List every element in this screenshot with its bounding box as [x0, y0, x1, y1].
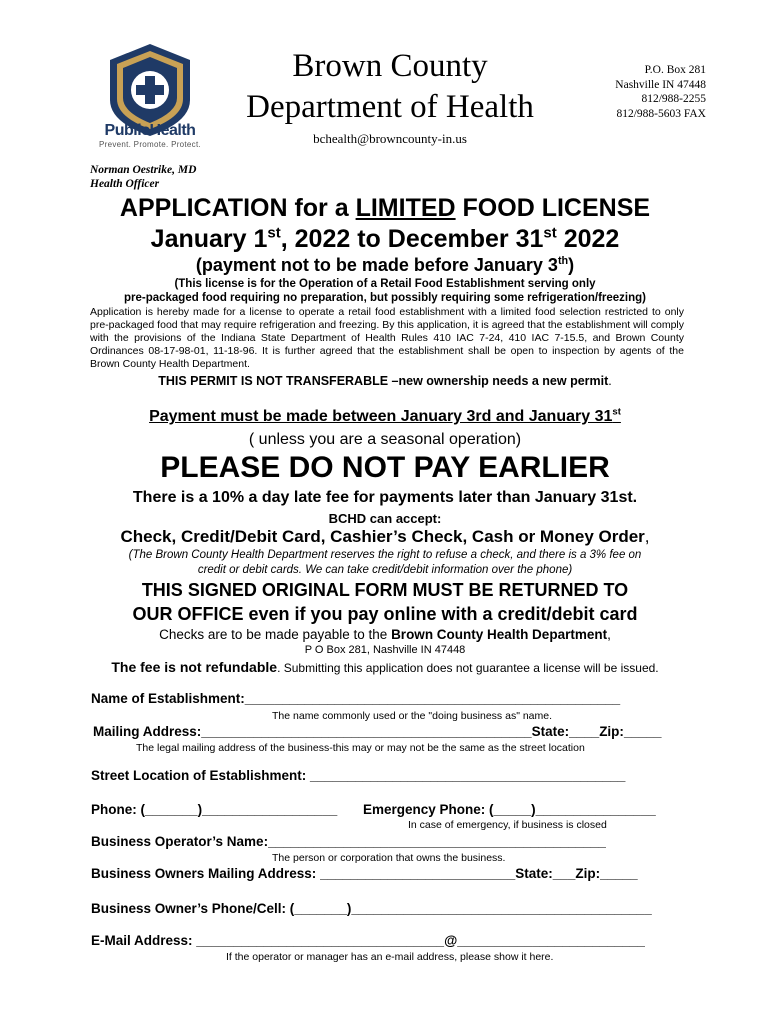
mailing-address-blank[interactable]: ____________________________________________ — [201, 724, 532, 739]
emergency-phone-field[interactable] — [363, 802, 656, 817]
fee-non-refundable-text: . Submitting this application does not guarantee a license will be issued. — [277, 661, 659, 675]
zip-blank[interactable]: _____ — [623, 724, 662, 739]
business-operator-field[interactable] — [91, 834, 606, 849]
do-not-pay-earlier-warning: PLEASE DO NOT PAY EARLIER — [160, 451, 610, 484]
phone-area-code-blank[interactable]: _______ — [145, 802, 198, 817]
phone-field[interactable] — [91, 802, 337, 817]
owners-state-label: State: — [515, 866, 553, 881]
check-refusal-note-1: (The Brown County Health Department reserves the right to refuse a check, and there is a 3% fee on — [128, 549, 642, 561]
department-title-line2: Department of Health — [246, 89, 534, 125]
email-domain-blank[interactable]: _________________________ — [457, 933, 645, 948]
return-form-notice-2: OUR OFFICE even if you pay online with a credit/debit card — [132, 604, 638, 624]
department-title-line1: Brown County — [292, 48, 488, 84]
period-year: 2022 — [556, 225, 620, 253]
payment-window-text: Payment must be made between January 3rd and January 31 — [149, 408, 613, 425]
zip-label: Zip: — [599, 724, 624, 739]
return-form-notice-1: THIS SIGNED ORIGINAL FORM MUST BE RETURNED TO — [141, 580, 629, 600]
non-transferable-period: . — [608, 374, 612, 388]
owners-mailing-label: Business Owners Mailing Address: — [91, 866, 321, 881]
owner-phone-label: Business Owner’s Phone/Cell: ( — [91, 901, 295, 916]
period-start-sup: st — [267, 224, 281, 242]
emergency-number-blank[interactable]: ________________ — [535, 802, 656, 817]
payable-to-comma: , — [607, 627, 611, 642]
email-label: E-Mail Address: — [91, 933, 197, 948]
payment-methods-text: Check, Credit/Debit Card, Cashier’s Check, Cash or Money Order — [120, 527, 645, 546]
license-scope-note-2: pre-packaged food requiring no preparation, but possibly requiring some refrigeration/freezing) — [123, 292, 647, 304]
address-fax: 812/988-5603 FAX — [616, 107, 706, 120]
payment-methods — [0, 527, 770, 547]
emergency-paren: ) — [531, 802, 536, 817]
logo-wordmark: PublicHealth — [104, 122, 196, 139]
payable-to — [0, 627, 770, 642]
street-location-blank[interactable]: __________________________________________ — [310, 768, 626, 783]
street-location-field[interactable] — [91, 768, 625, 783]
non-transferable-text: THIS PERMIT IS NOT TRANSFERABLE –new ownership needs a new permit — [158, 374, 609, 388]
state-label: State: — [531, 724, 570, 739]
payable-to-name: Brown County Health Department — [391, 627, 608, 642]
health-officer-title: Health Officer — [90, 178, 160, 190]
fee-non-refundable — [0, 659, 770, 675]
fee-non-refundable-bold: The fee is not refundable — [111, 659, 278, 675]
phone-number-blank[interactable]: __________________ — [202, 802, 338, 817]
emergency-phone-label: Emergency Phone: ( — [363, 802, 494, 817]
establishment-name-field[interactable] — [91, 691, 620, 706]
license-scope-note-1: (This license is for the Operation of a Retail Food Establishment serving only — [174, 278, 596, 290]
check-refusal-note-2: credit or debit cards. We can take credit/debit information over the phone) — [197, 564, 573, 576]
owners-state-blank[interactable]: ___ — [552, 866, 576, 881]
establishment-name-blank[interactable]: __________________________________________________ — [244, 691, 621, 706]
accepted-payment-label: BCHD can accept: — [328, 511, 442, 526]
department-address — [560, 63, 706, 121]
payable-to-text: Checks are to be made payable to the — [159, 627, 392, 642]
department-email: bchealth@browncounty-in.us — [313, 131, 467, 146]
application-paragraph: Application is hereby made for a license to operate a retail food establishment with a limited food selection restricted to only pre-packaged food that may require refrigeration and freezing. By this application, it is agreed that the establishment will comply with the provisions of the Indiana State Department of Health Rules 410 IAC 7-24, 410 IAC 7-15.5, and Brown County Ordinances 08-17-98-01, 11-18-96. It is further agreed that the establishment shall be open to inspection by agents of the Brown County Health Department. — [90, 306, 684, 370]
emergency-phone-hint: In case of emergency, if business is closed — [408, 819, 607, 831]
phone-label: Phone: ( — [91, 802, 145, 817]
owner-phone-paren: ) — [346, 901, 352, 916]
title-limited: LIMITED — [355, 194, 456, 222]
mailing-address-label: Mailing Address: — [93, 724, 202, 739]
mailing-address-field[interactable] — [93, 724, 661, 739]
email-user-blank[interactable]: _________________________________ — [196, 933, 445, 948]
emergency-area-code-blank[interactable]: _____ — [493, 802, 532, 817]
business-operator-label: Business Operator’s Name: — [91, 834, 269, 849]
payment-methods-comma: , — [644, 527, 650, 546]
owners-mailing-blank[interactable]: __________________________ — [320, 866, 516, 881]
payment-date-text: (payment not to be made before January 3 — [195, 255, 558, 275]
email-hint: If the operator or manager has an e-mail address, please show it here. — [226, 951, 554, 963]
owners-zip-blank[interactable]: _____ — [600, 866, 638, 881]
title-text: APPLICATION for a — [119, 194, 356, 222]
payment-window-sup: st — [612, 406, 621, 418]
state-blank[interactable]: ____ — [569, 724, 600, 739]
payable-address: P O Box 281, Nashville IN 47448 — [304, 644, 466, 656]
payment-date-sup: th — [557, 255, 569, 267]
owner-phone-area-blank[interactable]: _______ — [294, 901, 347, 916]
non-transferable-notice — [0, 374, 770, 388]
business-operator-blank[interactable]: _____________________________________________ — [268, 834, 606, 849]
establishment-name-hint: The name commonly used or the "doing business as" name. — [272, 710, 553, 722]
business-operator-hint: The person or corporation that owns the business. — [272, 852, 506, 864]
address-phone: 812/988-2255 — [641, 93, 706, 105]
payment-date-close: ) — [568, 255, 575, 275]
owner-phone-blank[interactable]: ________________________________________ — [351, 901, 652, 916]
license-period — [0, 225, 770, 254]
logo-tagline: Prevent. Promote. Protect. — [98, 140, 202, 149]
address-city: Nashville IN 47448 — [615, 78, 706, 91]
owners-mailing-address-field[interactable] — [91, 866, 638, 881]
late-fee-notice: There is a 10% a day late fee for payments later than January 31st. — [132, 489, 638, 506]
health-officer-name: Norman Oestrike, MD — [90, 164, 197, 176]
logo — [90, 40, 210, 152]
owner-phone-field[interactable] — [91, 901, 652, 916]
email-address-field[interactable] — [91, 933, 645, 948]
street-location-label: Street Location of Establishment: — [91, 768, 311, 783]
period-end-sup: st — [543, 224, 557, 242]
address-po-box: P.O. Box 281 — [644, 64, 706, 76]
establishment-name-label: Name of Establishment: — [91, 691, 245, 706]
period-end: , 2022 to December 31 — [280, 225, 544, 253]
period-start: January 1 — [150, 225, 268, 253]
payment-window — [0, 408, 770, 426]
phone-paren: ) — [197, 802, 203, 817]
owners-zip-label: Zip: — [575, 866, 601, 881]
application-title — [0, 194, 770, 223]
mailing-address-hint: The legal mailing address of the business-this may or may not be the same as the street location — [136, 742, 585, 754]
payment-date-note — [0, 255, 770, 276]
seasonal-note: ( unless you are a seasonal operation) — [248, 431, 522, 448]
email-at-sign: @ — [444, 933, 458, 948]
title-text-end: FOOD LICENSE — [455, 194, 651, 222]
